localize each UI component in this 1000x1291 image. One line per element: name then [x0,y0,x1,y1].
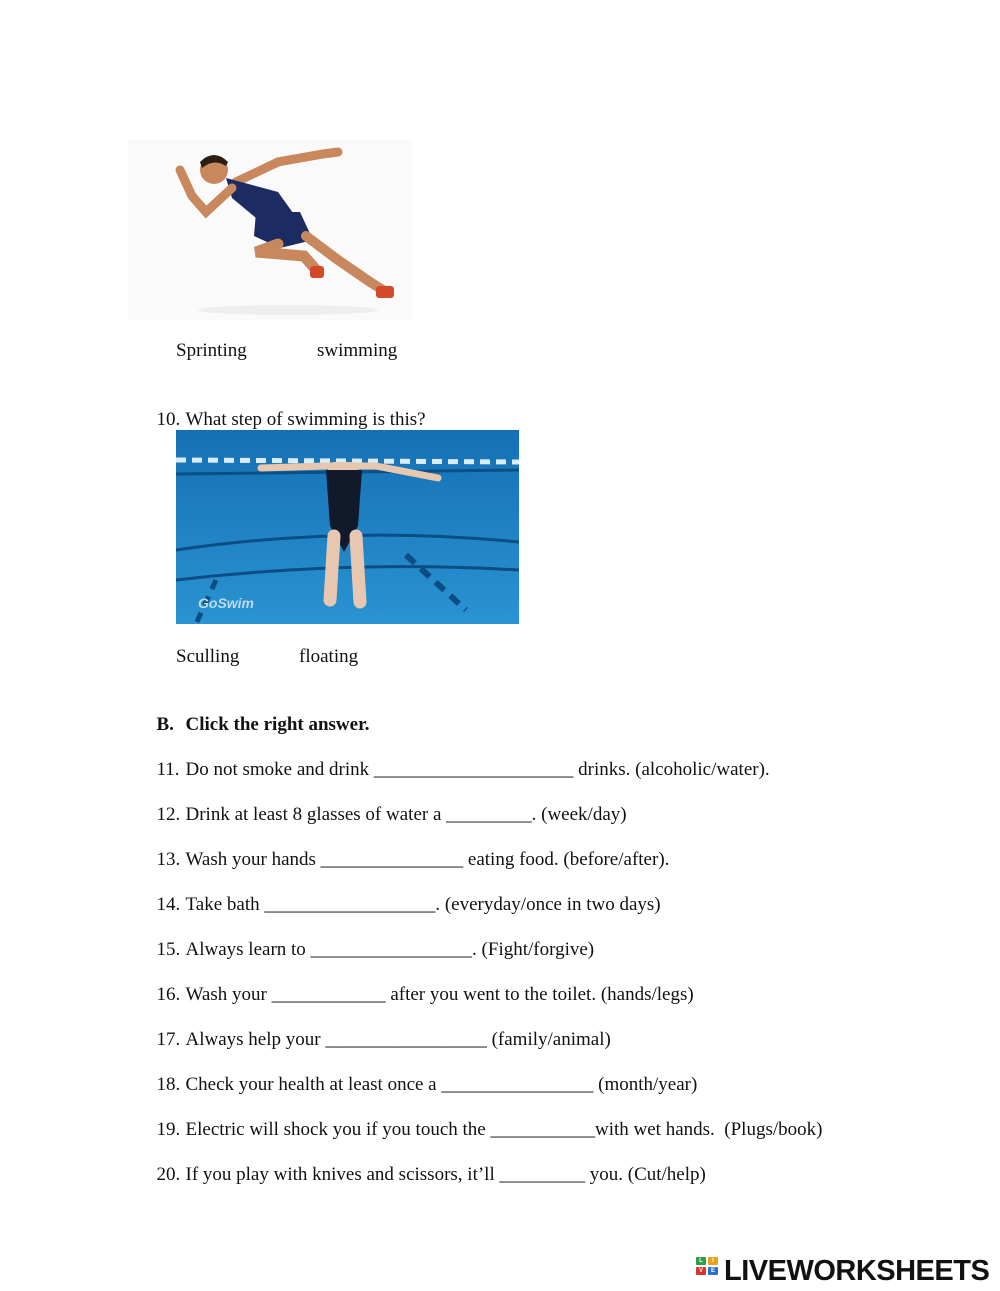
question-number: 14. [156,894,181,915]
question-text: What step of swimming is this? [185,409,426,430]
question-15[interactable] [147,914,594,962]
question-18[interactable] [147,1049,697,1097]
question-text[interactable]: Do not smoke and drink _____________________ drinks. (alcoholic/water). [185,759,770,780]
section-title: Click the right answer. [185,714,370,735]
q9-option-sprinting[interactable]: Sprinting [176,340,247,361]
liveworksheets-logo[interactable] [696,1253,996,1289]
logo-tiles-icon [696,1257,720,1285]
question-17[interactable] [147,1004,611,1052]
question-14[interactable] [147,869,661,917]
question-11[interactable] [147,734,770,782]
question-13[interactable] [147,824,669,872]
logo-tile-e: E [708,1267,718,1275]
q10-option-sculling[interactable]: Sculling [176,646,240,667]
sprinter-illustration [128,140,412,320]
question-number: 15. [156,939,181,960]
question-text[interactable]: Wash your ____________ after you went to the toilet. (hands/legs) [185,984,694,1005]
question-number: 17. [156,1029,181,1050]
question-number: 19. [156,1119,181,1140]
question-number: 11. [156,759,180,780]
question-number: 13. [156,849,181,870]
sprinter-image [128,140,412,320]
question-12[interactable] [147,779,627,827]
swimmer-illustration [176,430,519,624]
logo-tile-v: V [696,1267,706,1275]
section-letter: B. [156,714,174,735]
question-number: 16. [156,984,181,1005]
q10-option-floating[interactable]: floating [299,646,359,667]
logo-text: LIVEWORKSHEETS [724,1255,990,1287]
question-text[interactable]: Check your health at least once a ________________ (month/year) [185,1074,698,1095]
swimmer-image [176,430,519,624]
question-text[interactable]: Wash your hands _______________ eating food. (before/after). [185,849,670,870]
question-text[interactable]: Drink at least 8 glasses of water a _________. (week/day) [185,804,627,825]
question-19[interactable] [147,1094,822,1142]
question-text[interactable]: Always learn to _________________. (Fight/forgive) [185,939,595,960]
question-text[interactable]: Take bath __________________. (everyday/once in two days) [185,894,661,915]
question-text[interactable]: Electric will shock you if you touch the ___________with wet hands. (Plugs/book) [185,1119,823,1140]
section-b-heading [147,689,370,737]
logo-tile-l: L [696,1257,706,1265]
question-number: 12. [156,804,181,825]
question-10 [147,384,426,432]
question-text[interactable]: If you play with knives and scissors, it’ll _________ you. (Cut/help) [185,1164,706,1185]
logo-tile-i: I [708,1257,718,1265]
question-number: 20. [156,1164,181,1185]
question-20[interactable] [147,1139,706,1187]
question-16[interactable] [147,959,694,1007]
q9-option-swimming[interactable]: swimming [317,340,398,361]
goswim-watermark: GoSwim [198,595,255,611]
question-number: 10. [156,409,181,430]
question-number: 18. [156,1074,181,1095]
question-text[interactable]: Always help your _________________ (family/animal) [185,1029,611,1050]
